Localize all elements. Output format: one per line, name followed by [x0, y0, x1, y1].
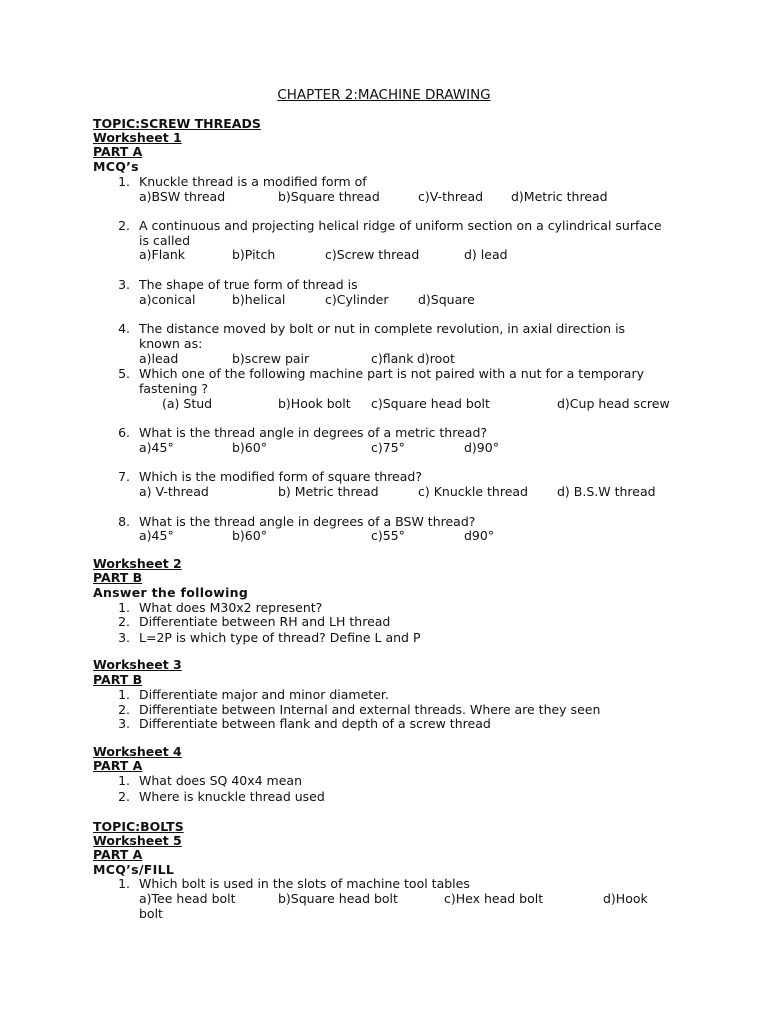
question-number: 1. [118, 174, 130, 189]
question-number: 2. [118, 218, 130, 233]
answer-option: b)60° [232, 528, 267, 543]
section-subheading: Answer the following [93, 585, 249, 600]
question-text: What does M30x2 represent? [139, 600, 323, 615]
answer-option: b)Hook bolt [278, 396, 351, 411]
question-text: Differentiate major and minor diameter. [139, 687, 389, 702]
question-number: 1. [118, 773, 130, 788]
answer-option: b)60° [232, 440, 267, 455]
worksheet-heading: Worksheet 3 [93, 657, 182, 672]
question-number: 6. [118, 425, 130, 440]
answer-option: c)flank [371, 351, 414, 366]
answer-option: d)Metric thread [511, 189, 608, 204]
question-text: A continuous and projecting helical ridge of uniform section on a cylindrical surface [139, 218, 662, 233]
answer-option: c)Hex head bolt [444, 891, 544, 906]
answer-option: d) B.S.W thread [557, 484, 656, 499]
question-number: 3. [118, 277, 130, 292]
question-number: 7. [118, 469, 130, 484]
question-number: 1. [118, 876, 130, 891]
answer-option: (a) Stud [162, 396, 213, 411]
question-text: Where is knuckle thread used [139, 789, 325, 804]
worksheet-heading: Worksheet 5 [93, 833, 182, 848]
question-text: L=2P is which type of thread? Define L and P [139, 630, 421, 645]
answer-option: c)Square head bolt [371, 396, 490, 411]
answer-option: a)conical [139, 292, 196, 307]
answer-option: d90° [464, 528, 495, 543]
answer-option: a)lead [139, 351, 179, 366]
question-number: 2. [118, 789, 130, 804]
question-text: Which bolt is used in the slots of machine tool tables [139, 876, 470, 891]
question-text: What is the thread angle in degrees of a metric thread? [139, 425, 488, 440]
question-text: Differentiate between RH and LH thread [139, 614, 391, 629]
answer-option: b)Pitch [232, 247, 276, 262]
question-number: 8. [118, 514, 130, 529]
part-heading: PART A [93, 758, 143, 773]
question-number: 3. [118, 630, 130, 645]
answer-option: a) V-thread [139, 484, 209, 499]
question-text: known as: [139, 336, 203, 351]
topic-heading: TOPIC:BOLTS [93, 819, 184, 834]
section-subheading: MCQ’s/FILL [93, 862, 175, 877]
answer-option: b)Square head bolt [278, 891, 398, 906]
answer-option: c)Cylinder [325, 292, 389, 307]
question-number: 1. [118, 687, 130, 702]
answer-option: c) Knuckle thread [418, 484, 528, 499]
worksheet-heading: Worksheet 2 [93, 556, 182, 571]
part-heading: PART B [93, 570, 143, 585]
question-number: 5. [118, 366, 130, 381]
question-text: Which is the modified form of square thread? [139, 469, 422, 484]
answer-option: bolt [139, 906, 163, 921]
question-number: 2. [118, 702, 130, 717]
answer-option: a)Tee head bolt [139, 891, 236, 906]
question-number: 1. [118, 600, 130, 615]
answer-option: d) lead [464, 247, 508, 262]
part-heading: PART A [93, 144, 143, 159]
answer-option: a)45° [139, 440, 174, 455]
answer-option: d)Square [418, 292, 475, 307]
question-text: Knuckle thread is a modified form of [139, 174, 367, 189]
question-text: The shape of true form of thread is [139, 277, 358, 292]
answer-option: d)Hook [603, 891, 648, 906]
answer-option: a)45° [139, 528, 174, 543]
question-text: What is the thread angle in degrees of a BSW thread? [139, 514, 476, 529]
answer-option: b)helical [232, 292, 286, 307]
question-text: What does SQ 40x4 mean [139, 773, 303, 788]
question-text: Differentiate between Internal and external threads. Where are they seen [139, 702, 601, 717]
question-text: Differentiate between flank and depth of a screw thread [139, 716, 491, 731]
answer-option: c)55° [371, 528, 405, 543]
answer-option: b) Metric thread [278, 484, 379, 499]
answer-option: d)Cup head screw [557, 396, 670, 411]
worksheet-heading: Worksheet 4 [93, 744, 182, 759]
answer-option: d)root [417, 351, 455, 366]
question-text: fastening ? [139, 381, 209, 396]
answer-option: b)screw pair [232, 351, 310, 366]
answer-option: b)Square thread [278, 189, 380, 204]
part-heading: PART A [93, 847, 143, 862]
question-text: Which one of the following machine part is not paired with a nut for a temporary [139, 366, 644, 381]
question-number: 4. [118, 321, 130, 336]
answer-option: c)75° [371, 440, 405, 455]
part-heading: PART B [93, 672, 143, 687]
answer-option: c)V-thread [418, 189, 484, 204]
answer-option: a)Flank [139, 247, 186, 262]
question-number: 3. [118, 716, 130, 731]
topic-heading: TOPIC:SCREW THREADS [93, 116, 261, 131]
worksheet-heading: Worksheet 1 [93, 130, 182, 145]
question-number: 2. [118, 614, 130, 629]
question-text: The distance moved by bolt or nut in complete revolution, in axial direction is [139, 321, 626, 336]
answer-option: d)90° [464, 440, 499, 455]
chapter-title: CHAPTER 2:MACHINE DRAWING [277, 87, 491, 103]
question-text: is called [139, 233, 191, 248]
section-subheading: MCQ’s [93, 159, 139, 174]
answer-option: c)Screw thread [325, 247, 420, 262]
answer-option: a)BSW thread [139, 189, 226, 204]
